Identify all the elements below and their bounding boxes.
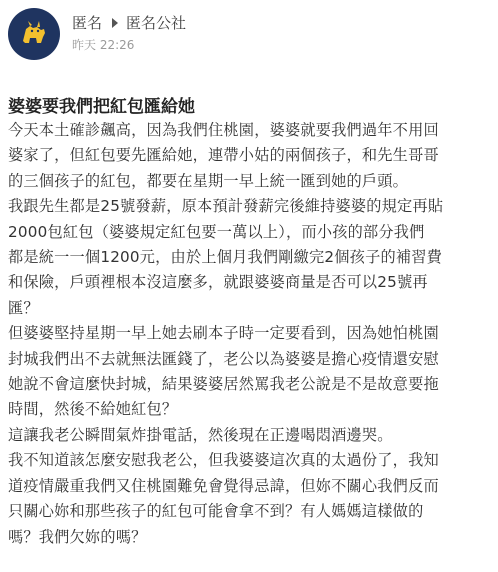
- triangle-right-icon: [112, 18, 118, 28]
- post-content: [8, 118, 496, 550]
- post-meta: [72, 8, 186, 52]
- paragraph: 這讓我老公瞬間氣炸掛電話，然後現在正邊喝悶酒邊哭。: [8, 425, 393, 444]
- dog-avatar-icon[interactable]: [8, 8, 60, 60]
- board-name[interactable]: 匿名公社: [126, 14, 187, 32]
- post-time: 昨天 22:26: [72, 38, 135, 52]
- paragraph: 但婆婆堅持星期一早上她去刷本子時一定要看到，因為她怕桃園 封城我們出不去就無法匯錢了，老公以為婆婆是擔心疫情還安慰 她說不會這麼快封城，結果婆婆居然罵我老公說是不是故意要拖 時間，然後不給她紅包？: [8, 324, 439, 419]
- paragraph: 今天本土確診飆高，因為我們住桃園，婆婆就要我們過年不用回 婆家了，但紅包要先匯給她，連帶小姑的兩個孩子，和先生哥哥 的三個孩子的紅包，都要在星期一早上統一匯到她的戶頭。: [8, 121, 439, 190]
- author-name[interactable]: 匿名: [72, 14, 103, 32]
- post-title: 婆婆要我們把紅包匯給她: [8, 97, 195, 117]
- paragraph: 我跟先生都是25號發薪，原本預計發薪完後維持婆婆的規定再貼 2000包紅包（婆婆規定紅包要一萬以上），而小孩的部分我們 都是統一一個1200元，由於上個月我們剛繳完2個孩子的補習費 和保險，戶頭裡根本沒這麼多，就跟婆婆商量是否可以25號再 匯？: [8, 197, 444, 317]
- author-line: [72, 14, 186, 32]
- paragraph: 我不知道該怎麼安慰我老公，但我婆婆這次真的太過份了，我知 道疫情嚴重我們又住桃園難免會覺得忌諱，但妳不關心我們反而 只關心妳和那些孩子的紅包可能會拿不到？有人媽媽這樣做的 嗎？我們欠妳的嗎？: [8, 451, 439, 546]
- post-header: [8, 8, 186, 64]
